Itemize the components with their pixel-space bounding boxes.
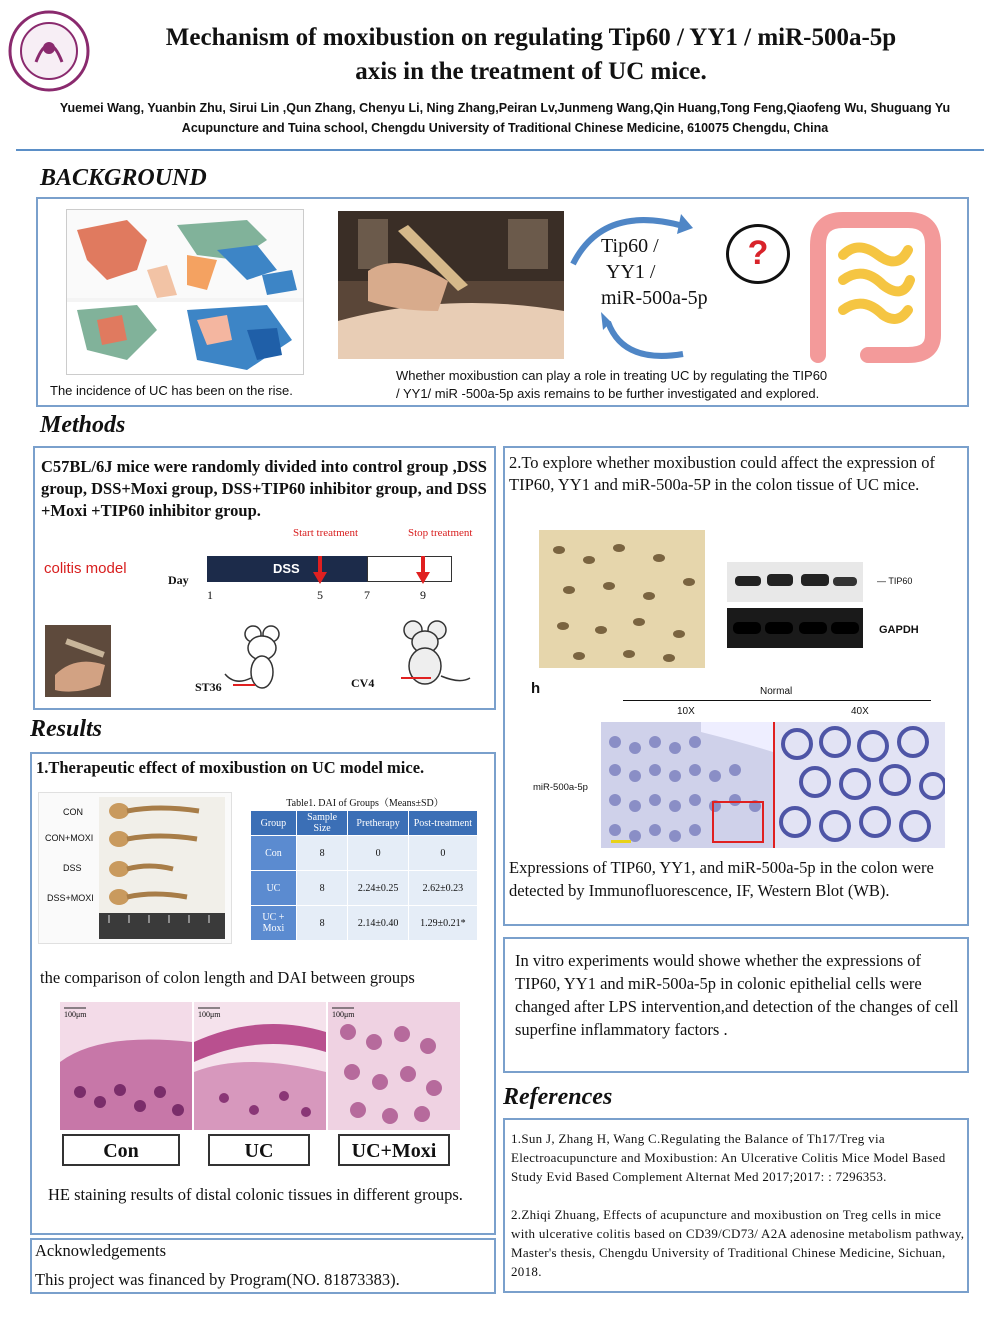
start-arrow-icon: [313, 556, 327, 586]
dai-table: [250, 810, 478, 941]
background-heading: BACKGROUND: [40, 165, 207, 191]
stop-treatment-label: Stop treatment: [408, 527, 473, 539]
ish-10x-image: [601, 722, 773, 848]
scale-label: 100μm: [332, 1010, 355, 1019]
background-caption-line2: / YY1/ miR -500a-5p axis remains to be further investigated and explored.: [396, 386, 820, 401]
day-7: 7: [364, 588, 370, 602]
post-dss-timeline-bar: [367, 556, 452, 582]
hand-icon: [45, 625, 111, 697]
poster-title-line2: axis in the treatment of UC mice.: [355, 58, 707, 85]
background-caption-line1: Whether moxibustion can play a role in treating UC by regulating the TIP60: [396, 368, 828, 383]
he-tissue-icon: [194, 1002, 326, 1130]
explore-title: 2.To explore whether moxibustion could affect the expression of TIP60, YY1 and miR-500a-5P in the colon tissue of UC mice.: [509, 453, 936, 494]
stop-arrow-icon: [416, 556, 430, 586]
axis-label-line2: YY1 /: [606, 261, 656, 283]
table-cell: UC + Moxi: [251, 906, 297, 941]
he-label-uc-moxi: UC+Moxi: [338, 1134, 450, 1166]
axis-cycle-arrows-icon: [563, 204, 693, 364]
he-stain-uc: [194, 1002, 326, 1130]
dai-table-caption: Table1. DAI of Groups（Means±SD）: [286, 798, 444, 809]
explore-caption: Expressions of TIP60, YY1, and miR-500a-5p in the colon were detected by Immunofluorescence, IF, Western Blot (WB).: [509, 858, 934, 900]
results-heading: Results: [30, 716, 103, 742]
methods-heading: Methods: [40, 412, 126, 438]
axis-label-line1: Tip60 /: [601, 235, 659, 257]
reference-item-2: 2.Zhiqi Zhuang, Effects of acupuncture and moxibustion on Treg cells in mice with ulcerative colitis based on CD39/CD73/ A2A adenosine metabolism pathway, Master's thesis, Chengdu University of Traditional Chinese Medicine, Sichuan, 2018.: [511, 1207, 965, 1279]
ihc-image: [539, 530, 705, 668]
day-1: 1: [207, 588, 213, 602]
table-cell: 1.29±0.21*: [408, 906, 477, 941]
mouse-st36-icon: [215, 620, 305, 690]
th-sample-size: Sample Size: [296, 811, 348, 836]
scale-label: 100μm: [198, 1010, 221, 1019]
table-cell: 8: [296, 871, 348, 906]
background-box: [36, 197, 969, 407]
question-mark-icon: ?: [747, 234, 769, 272]
he-stain-con: [60, 1002, 192, 1130]
axis-label-line3: miR-500a-5p: [601, 287, 708, 309]
colon-photo-bg: [99, 797, 225, 939]
logo-seal-icon: [8, 10, 90, 92]
mag-40x-label: 40X: [851, 706, 869, 717]
ack-text: This project was financed by Program(NO. 81873383).: [35, 1270, 400, 1289]
results-box: [30, 752, 496, 1235]
acupoint-cv4-label: CV4: [351, 676, 375, 690]
colon-label-dss: DSS: [63, 863, 82, 873]
normal-rule: [623, 700, 931, 701]
he-stain-uc-moxi: [328, 1002, 460, 1130]
dss-label: DSS: [273, 561, 300, 576]
ish-crypts-icon: [775, 722, 945, 848]
table-cell: 8: [296, 836, 348, 871]
colitis-model-label: colitis model: [44, 560, 127, 577]
table-cell: 2.24±0.25: [348, 871, 408, 906]
day-9: 9: [420, 588, 426, 602]
wb-tip60-label: — TIP60: [877, 576, 913, 586]
reference-item-1: 1.Sun J, Zhang H, Wang C.Regulating the Balance of Th17/Treg via Electroacupuncture and Moxibustion: An Ulcerative Colitis Mice Model Based Study Evid Based Complement Alternat Med 2017;2017: : 7296353.: [511, 1131, 946, 1184]
wb-bands-icon: [727, 608, 863, 648]
day-label: Day: [168, 573, 189, 587]
start-treatment-label: Start treatment: [293, 527, 359, 539]
ack-box: [30, 1238, 496, 1294]
invitro-box: [503, 937, 969, 1073]
table-cell: 2.62±0.23: [408, 871, 477, 906]
wb-gapdh-label: GAPDH: [879, 624, 919, 636]
panel-letter-h: h: [531, 680, 541, 697]
author-list: Yuemei Wang, Yuanbin Zhu, Sirui Lin ,Qun Zhang, Chenyu Li, Ning Zhang,Peiran Lv,Junmeng Wang,Qin Huang,Tong Feng,Qiaofeng Wu, Shuguang Yu: [59, 101, 951, 115]
table-cell: Con: [251, 836, 297, 871]
table-row: [251, 836, 478, 871]
affiliation: Acupuncture and Tuina school, Chengdu University of Traditional Chinese Medicine, 610075 Chengdu, China: [181, 121, 829, 135]
world-map-icon: [67, 210, 303, 374]
colon-label-con: CON: [63, 807, 83, 817]
header-divider: [16, 149, 984, 151]
table-cell: 2.14±0.40: [348, 906, 408, 941]
table-row: [251, 871, 478, 906]
normal-label: Normal: [760, 686, 793, 697]
wb-bands-icon: [727, 562, 863, 602]
moxa-stick-icon: [338, 211, 564, 359]
poster-title-line1: Mechanism of moxibustion on regulating Tip60 / YY1 / miR-500a-5p: [165, 24, 897, 51]
references-heading: References: [503, 1084, 613, 1110]
comparison-caption: the comparison of colon length and DAI between groups: [40, 968, 415, 987]
ish-40x-image: [775, 722, 945, 848]
he-label-uc: UC: [208, 1134, 310, 1166]
table-cell: 0: [408, 836, 477, 871]
methods-text: C57BL/6J mice were randomly divided into control group ,DSS group, DSS+Moxi group, DSS+TIP60 inhibitor group, and DSS +Moxi +TIP60 inhibitor group.: [41, 457, 487, 520]
moxibustion-photo: [338, 211, 564, 359]
colon-label-dss-moxi: DSS+MOXI: [47, 893, 94, 903]
methods-box: [33, 446, 496, 710]
wb-gapdh-blot: [727, 608, 863, 648]
explore-box: [503, 446, 969, 926]
he-caption: HE staining results of distal colonic tissues in different groups.: [48, 1185, 463, 1204]
university-logo: [8, 10, 90, 92]
he-tissue-icon: [328, 1002, 460, 1130]
ack-title: Acknowledgements: [35, 1241, 167, 1260]
day-5: 5: [317, 588, 323, 602]
table-cell: UC: [251, 871, 297, 906]
world-map-figure: [66, 209, 304, 375]
colon-samples-icon: [99, 797, 225, 939]
result1-title: 1.Therapeutic effect of moxibustion on UC model mice.: [36, 758, 425, 777]
colon-length-photo: [38, 792, 232, 944]
th-group: Group: [251, 811, 297, 836]
he-label-con: Con: [62, 1134, 180, 1166]
map-caption: The incidence of UC has been on the rise.: [50, 383, 293, 398]
colon-label-con-moxi: CON+MOXI: [45, 833, 94, 843]
table-cell: 8: [296, 906, 348, 941]
mouse-cv4-icon: [375, 618, 475, 688]
ish-tissue-icon: [601, 722, 773, 848]
invitro-text: In vitro experiments would showe whether the expressions of TIP60, YY1 and miR-500a-5p in colonic epithelial cells were changed after LPS intervention,and detection of the changes of cell superfine inflammatory factors .: [515, 951, 959, 1039]
ihc-cells-icon: [539, 530, 705, 668]
th-pretherapy: Pretherapy: [348, 811, 408, 836]
th-post-treatment: Post-treatment: [408, 811, 477, 836]
question-bubble: [726, 224, 790, 284]
table-cell: 0: [348, 836, 408, 871]
table-row: [251, 906, 478, 941]
moxa-hand-photo: [45, 625, 111, 697]
intestine-icon: [798, 205, 948, 365]
mir-500a-label: miR-500a-5p: [533, 782, 588, 793]
acupoint-st36-label: ST36: [195, 680, 222, 694]
references-box: [503, 1118, 969, 1293]
he-tissue-icon: [60, 1002, 192, 1130]
wb-tip60-blot: [727, 562, 863, 602]
dai-table-header: [251, 811, 478, 836]
mag-10x-label: 10X: [677, 706, 695, 717]
scale-label: 100μm: [64, 1010, 87, 1019]
